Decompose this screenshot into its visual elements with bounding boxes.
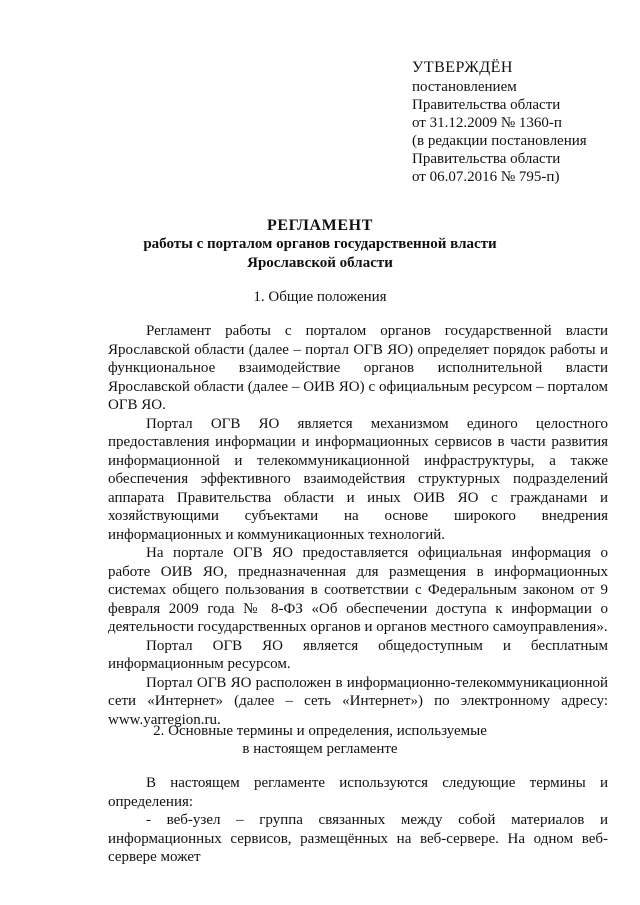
section-2-heading-line: 2. Основные термины и определения, используемые [153, 723, 487, 739]
paragraph: В настоящем регламенте используются следующие термины и определения: [108, 775, 608, 810]
section-1-heading: 1. Общие положения [253, 289, 387, 305]
approval-line: постановлением [412, 79, 517, 95]
approval-line: от 31.12.2009 № 1360-п [412, 115, 562, 131]
approval-heading: УТВЕРЖДЁН [412, 59, 513, 76]
document-title-main: РЕГЛАМЕНТ [267, 217, 373, 234]
approval-line: Правительства области [412, 97, 561, 113]
section-2-heading [40, 722, 600, 758]
section-1-body [108, 322, 608, 729]
document-title-line: Ярославской области [247, 255, 393, 271]
section-2-body [108, 774, 608, 867]
paragraph: На портале ОГВ ЯО предоставляется официальная информация о работе ОИВ ЯО, предназначенная для размещения в информационных системах общего пользования в соответствии с Федеральным законом от 9 февраля 2009 года № 8-ФЗ «Об обеспечении доступа к информации о деятельности государственных органов и органов местного самоуправления». [108, 545, 608, 635]
paragraph: Портал ОГВ ЯО является общедоступным и бесплатным информационным ресурсом. [108, 637, 608, 672]
section-2-heading-line: в настоящем регламенте [242, 741, 398, 757]
document-title [40, 216, 600, 273]
paragraph: - веб-узел – группа связанных между собой материалов и информационных сервисов, размещённых на веб-сервере. На одном веб-сервере может [108, 812, 608, 865]
paragraph: Регламент работы с порталом органов государственной власти Ярославской области (далее – портал ОГВ ЯО) определяет порядок работы и функциональное взаимодействие органов исполнительной власти Ярославской области (далее – ОИВ ЯО) с официальным ресурсом – порталом ОГВ ЯО. [108, 323, 608, 413]
paragraph: Портал ОГВ ЯО является механизмом единого целостного предоставления информации и информационных сервисов в части развития информационной и телекоммуникационной инфраструктуры, а также обеспечения эффективного взаимодействия структурных подразделений аппарата Правительства области и иных ОИВ ЯО с гражданами и хозяйствующими субъектами на основе широкого внедрения информационных и коммуникационных технологий. [108, 415, 608, 543]
approval-line: от 06.07.2016 № 795-п) [412, 169, 560, 185]
approval-line: Правительства области [412, 151, 561, 167]
document-title-line: работы с порталом органов государственной власти [143, 236, 497, 252]
approval-stamp [412, 58, 612, 186]
paragraph: Портал ОГВ ЯО расположен в информационно-телекоммуникационной сети «Интернет» (далее – сеть «Интернет») по электронному адресу: www.yarregion.ru. [108, 674, 608, 728]
approval-line: (в редакции постановления [412, 133, 587, 149]
